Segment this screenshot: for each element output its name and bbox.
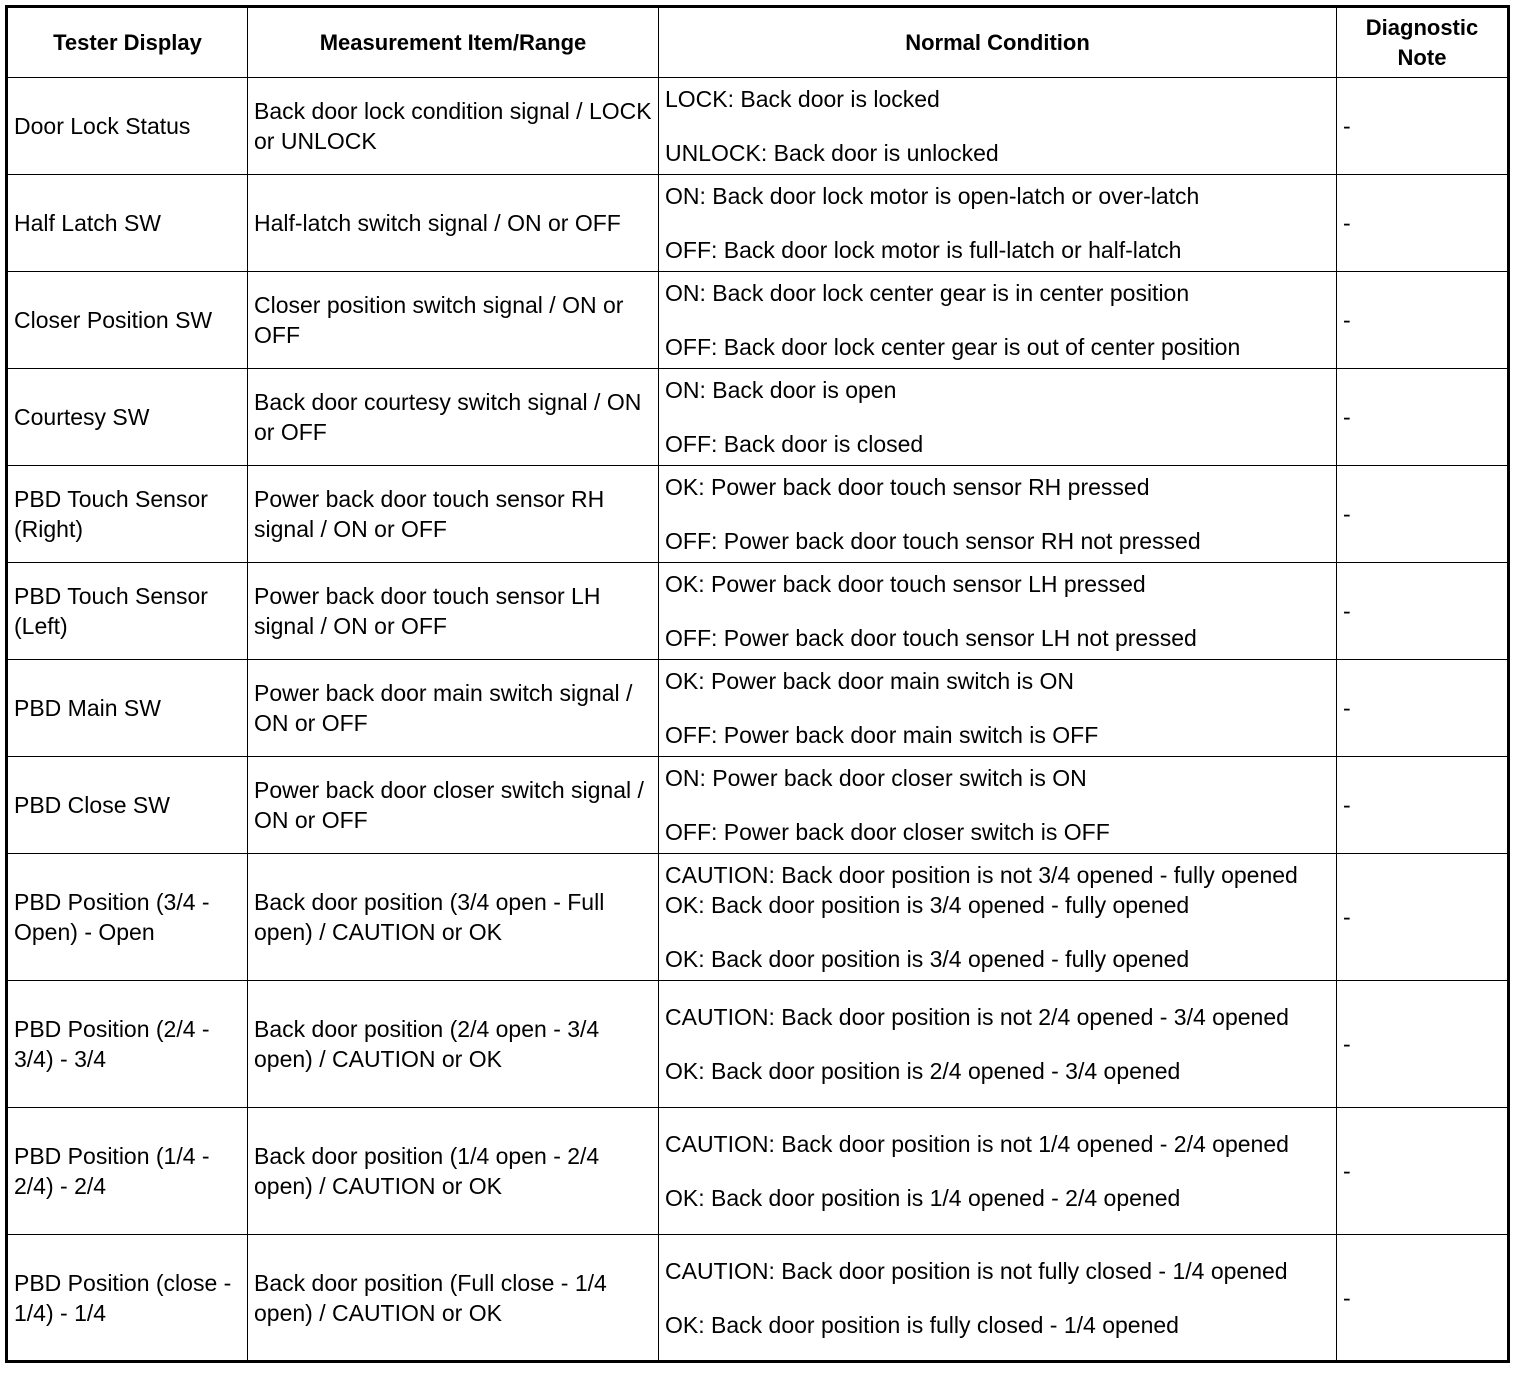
table-row (7, 660, 1509, 757)
normal-condition-cell (659, 1235, 1337, 1362)
condition-line: OFF: Back door is closed (665, 431, 924, 457)
tester-display-cell: PBD Main SW (7, 660, 248, 757)
normal-condition-cell (659, 369, 1337, 466)
normal-condition-cell (659, 272, 1337, 369)
tester-display-cell: Half Latch SW (7, 175, 248, 272)
diagnostic-note-cell: - (1337, 854, 1509, 981)
condition-line: OFF: Power back door closer switch is OFF (665, 819, 1110, 845)
normal-condition-cell (659, 78, 1337, 175)
tester-display-cell: PBD Position (2/4 - 3/4) - 3/4 (7, 981, 248, 1108)
measurement-cell: Power back door main switch signal / ON or OFF (248, 660, 659, 757)
tester-display-cell: Door Lock Status (7, 78, 248, 175)
condition-line: ON: Back door lock motor is open-latch or over-latch (665, 183, 1200, 209)
table-row (7, 757, 1509, 854)
table-row (7, 175, 1509, 272)
diagnostic-note-cell: - (1337, 660, 1509, 757)
measurement-cell: Power back door touch sensor RH signal / ON or OFF (248, 466, 659, 563)
measurement-cell: Back door position (Full close - 1/4 open) / CAUTION or OK (248, 1235, 659, 1362)
normal-condition-cell (659, 660, 1337, 757)
table-row (7, 272, 1509, 369)
header-diagnostic-note: Diagnostic Note (1337, 7, 1509, 78)
condition-line: OFF: Power back door touch sensor RH not pressed (665, 528, 1201, 554)
diagnostic-note-cell: - (1337, 466, 1509, 563)
diagnostic-note-cell: - (1337, 78, 1509, 175)
tester-display-cell: PBD Position (3/4 - Open) - Open (7, 854, 248, 981)
header-tester-display: Tester Display (7, 7, 248, 78)
diagnostic-note-cell: - (1337, 981, 1509, 1108)
normal-condition-cell (659, 757, 1337, 854)
condition-line: CAUTION: Back door position is not 1/4 opened - 2/4 opened (665, 1131, 1289, 1157)
tester-display-cell: Closer Position SW (7, 272, 248, 369)
condition-line: OK: Back door position is 3/4 opened - fully opened (665, 946, 1190, 972)
table-row (7, 981, 1509, 1108)
table-row (7, 854, 1509, 981)
condition-line: OK: Power back door touch sensor RH pressed (665, 474, 1150, 500)
table-row (7, 466, 1509, 563)
measurement-cell: Back door lock condition signal / LOCK or UNLOCK (248, 78, 659, 175)
condition-line: OK: Power back door touch sensor LH pressed (665, 571, 1146, 597)
table-row (7, 369, 1509, 466)
header-normal-condition: Normal Condition (659, 7, 1337, 78)
tester-display-cell: PBD Close SW (7, 757, 248, 854)
table-row (7, 1235, 1509, 1362)
diagnostic-note-cell: - (1337, 757, 1509, 854)
header-row (7, 7, 1509, 78)
condition-line: CAUTION: Back door position is not fully closed - 1/4 opened (665, 1257, 1288, 1284)
condition-line: OK: Back door position is fully closed - 1/4 opened (665, 1311, 1179, 1338)
tester-display-cell: PBD Position (close - 1/4) - 1/4 (7, 1235, 248, 1362)
table-row (7, 78, 1509, 175)
diagnostic-note-cell: - (1337, 369, 1509, 466)
measurement-cell: Back door position (3/4 open - Full open) / CAUTION or OK (248, 854, 659, 981)
table-row (7, 1108, 1509, 1235)
diagnostic-note-cell: - (1337, 1108, 1509, 1235)
tester-display-cell: PBD Touch Sensor (Left) (7, 563, 248, 660)
tester-display-cell: Courtesy SW (7, 369, 248, 466)
data-monitor-table (5, 5, 1510, 1363)
measurement-cell: Power back door closer switch signal / ON or OFF (248, 757, 659, 854)
condition-line: OFF: Power back door main switch is OFF (665, 722, 1099, 748)
condition-line: OK: Power back door main switch is ON (665, 668, 1075, 694)
tester-display-cell: PBD Touch Sensor (Right) (7, 466, 248, 563)
tester-display-cell: PBD Position (1/4 - 2/4) - 2/4 (7, 1108, 248, 1235)
condition-line: OFF: Back door lock motor is full-latch or half-latch (665, 237, 1182, 263)
condition-line: OK: Back door position is 2/4 opened - 3/4 opened (665, 1058, 1181, 1084)
condition-line: CAUTION: Back door position is not 3/4 opened - fully opened OK: Back door position is 3/4 opened - fully opened (665, 862, 1298, 918)
condition-line: LOCK: Back door is locked (665, 86, 940, 112)
condition-line: OFF: Back door lock center gear is out of center position (665, 334, 1241, 360)
measurement-cell: Power back door touch sensor LH signal / ON or OFF (248, 563, 659, 660)
header-measurement: Measurement Item/Range (248, 7, 659, 78)
condition-line: ON: Back door is open (665, 377, 897, 403)
diagnostic-note-cell: - (1337, 563, 1509, 660)
diagnostic-note-cell: - (1337, 272, 1509, 369)
measurement-cell: Half-latch switch signal / ON or OFF (248, 175, 659, 272)
measurement-cell: Closer position switch signal / ON or OFF (248, 272, 659, 369)
condition-line: OK: Back door position is 1/4 opened - 2/4 opened (665, 1185, 1181, 1211)
measurement-cell: Back door courtesy switch signal / ON or OFF (248, 369, 659, 466)
condition-line: OFF: Power back door touch sensor LH not pressed (665, 625, 1197, 651)
normal-condition-cell (659, 1108, 1337, 1235)
diagnostic-note-cell: - (1337, 1235, 1509, 1362)
table-row (7, 563, 1509, 660)
normal-condition-cell (659, 175, 1337, 272)
condition-line: ON: Back door lock center gear is in center position (665, 280, 1190, 306)
normal-condition-cell (659, 854, 1337, 981)
normal-condition-cell (659, 466, 1337, 563)
condition-line: UNLOCK: Back door is unlocked (665, 140, 999, 166)
diagnostic-note-cell: - (1337, 175, 1509, 272)
measurement-cell: Back door position (1/4 open - 2/4 open) / CAUTION or OK (248, 1108, 659, 1235)
condition-line: CAUTION: Back door position is not 2/4 opened - 3/4 opened (665, 1004, 1289, 1030)
measurement-cell: Back door position (2/4 open - 3/4 open) / CAUTION or OK (248, 981, 659, 1108)
normal-condition-cell (659, 981, 1337, 1108)
condition-line: ON: Power back door closer switch is ON (665, 765, 1087, 791)
normal-condition-cell (659, 563, 1337, 660)
